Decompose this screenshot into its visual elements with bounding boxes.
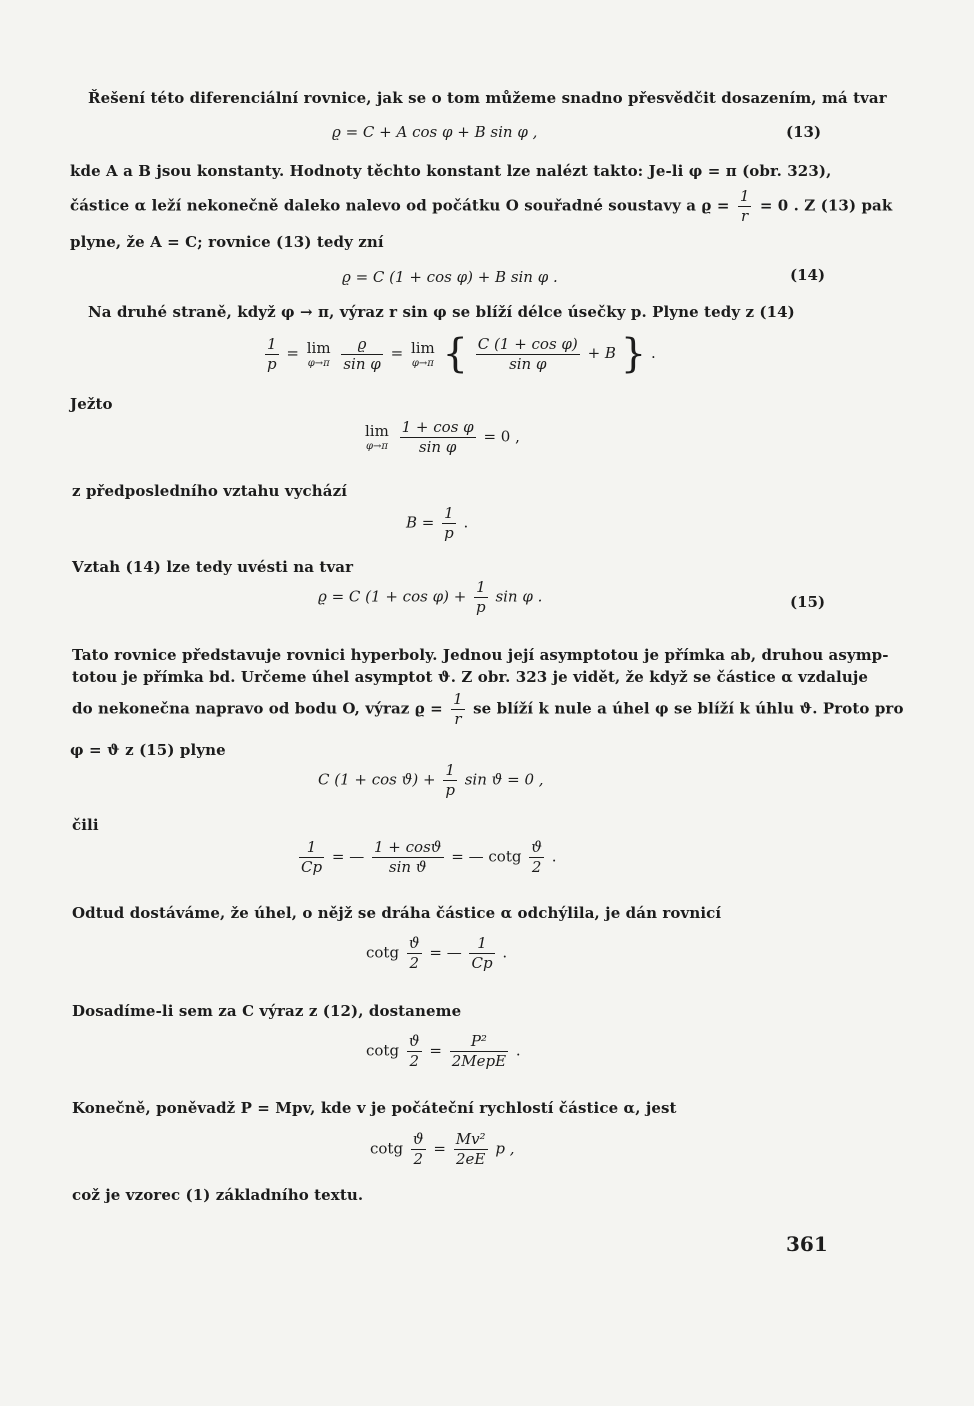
fraction-one-over-cp <box>469 934 494 973</box>
fraction-numerator: 1 <box>265 335 279 355</box>
limit-word: lim <box>410 338 435 357</box>
paragraph-constants: kde A a B jsou konstanty. Hodnoty těchto konstant lze nalézt takto: Je-li φ = π (obr. 323), <box>70 162 832 180</box>
equation-c-theta <box>318 761 544 800</box>
fraction-denominator: sin φ <box>509 354 547 373</box>
paragraph-jezto: Ježto <box>70 395 113 413</box>
equation-rhs: sin ϑ = 0 , <box>464 770 544 789</box>
limit-subscript: φ→π <box>307 357 330 369</box>
fraction-denominator: p <box>267 354 277 373</box>
equation-b <box>406 504 468 543</box>
fraction-c-expression <box>476 335 580 374</box>
fraction-one-over-p <box>442 504 456 543</box>
paragraph-konecne: Konečně, poněvadž P = Mpv, kde v je počáteční rychlostí částice α, jest <box>72 1099 677 1117</box>
fraction-mv-squared <box>454 1130 488 1169</box>
open-brace: { <box>442 331 468 377</box>
fraction-one-over-p <box>443 761 457 800</box>
paragraph-hyperbola-3-tail: se blíží k nule a úhel φ se blíží k úhlu ϑ. Proto pro <box>473 699 904 718</box>
cotg-word: cotg <box>370 1139 404 1158</box>
fraction-denominator: 2 <box>531 858 542 876</box>
equation-cotg-mepe <box>366 1032 521 1071</box>
fraction-denominator: r <box>741 207 749 225</box>
paragraph-vztah-14: Vztah (14) lze tedy uvésti na tvar <box>72 558 354 576</box>
fraction-denominator: 2MepE <box>451 1052 507 1070</box>
fraction-denominator: Cp <box>301 858 323 876</box>
fraction-denominator: sin φ <box>418 438 457 456</box>
equation-end-dot: . <box>515 1041 521 1060</box>
paragraph-particle-left-tail: = 0 . Z (13) pak <box>759 196 893 215</box>
paragraph-hyperbola-3 <box>72 690 904 729</box>
fraction-theta-half <box>407 1032 422 1071</box>
fraction-numerator: 1 + cos φ <box>401 418 474 436</box>
paragraph-hyperbola-3-text: do nekonečna napravo od bodu O, výraz ϱ = <box>72 699 443 718</box>
fraction-numerator: C (1 + cos φ) <box>477 334 578 353</box>
fraction-numerator: P² <box>450 1032 508 1052</box>
fraction-cos-over-sin <box>400 418 476 457</box>
equation-lhs: C (1 + cos ϑ) + <box>318 770 436 789</box>
equation-15-number: (15) <box>790 593 826 611</box>
fraction-denominator: 2 <box>409 1052 419 1070</box>
equation-end-dot: . <box>551 847 557 866</box>
paragraph-other-side: Na druhé straně, když φ → π, výraz r sin φ se blíží délce úsečky p. Plyne tedy z (14) <box>88 303 795 321</box>
fraction-one-over-cp <box>299 838 324 877</box>
fraction-numerator: ϑ <box>412 1130 424 1148</box>
equation-end-dot: . <box>650 344 656 362</box>
fraction-denominator: 2 <box>409 954 419 972</box>
cotg-word: cotg <box>366 1041 400 1060</box>
paragraph-particle-left <box>70 187 892 226</box>
equation-lhs: ϱ = C (1 + cos φ) + <box>318 587 467 606</box>
equation-15 <box>318 578 542 617</box>
equation-tail: p , <box>495 1139 515 1158</box>
equation-rhs: sin φ . <box>495 587 543 606</box>
equals-sign: = <box>429 1041 442 1060</box>
fraction-denominator: sin φ <box>343 354 381 373</box>
fraction-numerator: 1 <box>474 578 488 598</box>
equation-one-over-cp <box>296 838 557 877</box>
fraction-numerator: 1 <box>469 934 494 954</box>
equation-end-dot: . <box>463 513 469 532</box>
limit-operator <box>365 422 389 453</box>
cotg-word: cotg <box>366 943 400 962</box>
fraction-denominator: r <box>454 710 462 728</box>
equation-13-number: (13) <box>786 123 822 141</box>
close-brace: } <box>620 331 647 377</box>
paragraph-dosadime: Dosadíme-li sem za C výraz z (12), dostaneme <box>72 1002 462 1020</box>
paragraph-intro: Řešení této diferenciální rovnice, jak se o tom můžeme snadno přesvědčit dosazením, má tvar <box>88 89 887 107</box>
equation-lhs: B = <box>406 513 435 532</box>
fraction-denominator: 2eE <box>455 1150 486 1168</box>
fraction-one-over-p <box>265 335 279 374</box>
fraction-denominator: Cp <box>471 954 493 972</box>
fraction-p-squared <box>450 1032 508 1071</box>
equals-sign: = <box>433 1139 446 1158</box>
paragraph-particle-left-text: částice α leží nekonečně daleko nalevo od počátku O souřadné soustavy a ϱ = <box>70 196 730 215</box>
equation-rhs: = 0 , <box>483 427 520 446</box>
equation-13: ϱ = C + A cos φ + B sin φ , <box>332 123 538 141</box>
paragraph-phi-theta: φ = ϑ z (15) plyne <box>70 741 226 759</box>
paragraph-predposledni: z předposledního vztahu vychází <box>72 482 347 500</box>
fraction-theta-half <box>411 1130 426 1169</box>
paragraph-conclusion: což je vzorec (1) základního textu. <box>72 1186 364 1204</box>
paragraph-cili: čili <box>72 816 99 834</box>
limit-word: lim <box>306 338 331 357</box>
fraction-theta-half <box>407 934 422 973</box>
fraction-numerator: ϑ <box>408 934 420 952</box>
limit-word: lim <box>365 422 389 440</box>
fraction-theta-half <box>529 838 544 877</box>
fraction-denominator: 2 <box>413 1150 423 1168</box>
fraction-cos-theta-over-sin <box>372 838 444 877</box>
fraction-denominator: p <box>445 781 455 799</box>
equals-minus-cotg: = — cotg <box>451 847 522 866</box>
equation-14: ϱ = C (1 + cos φ) + B sin φ . <box>342 268 558 286</box>
equation-end-dot: . <box>502 943 508 962</box>
paragraph-hyperbola-2: totou je přímka bd. Určeme úhel asymptot ϑ. Z obr. 323 je vidět, že když se částice α vzdaluje <box>72 668 868 686</box>
fraction-numerator: 1 <box>453 690 463 708</box>
limit-operator <box>411 339 435 370</box>
limit-subscript: φ→π <box>365 441 388 452</box>
equation-14-number: (14) <box>790 266 826 284</box>
fraction-numerator: Mv² <box>455 1130 486 1148</box>
fraction-one-over-r <box>738 187 752 226</box>
equals-minus: = — <box>331 847 365 866</box>
fraction-numerator: ϑ <box>531 838 542 856</box>
fraction-denominator: p <box>476 598 486 616</box>
plus-b-term: + B <box>587 344 616 362</box>
fraction-numerator: 1 <box>739 187 750 205</box>
fraction-numerator: ϑ <box>408 1032 420 1050</box>
paragraph-a-equals-c: plyne, že A = C; rovnice (13) tedy zní <box>70 233 384 251</box>
fraction-rho-over-sin <box>341 335 382 374</box>
equals-sign: = <box>286 344 299 362</box>
paragraph-hyperbola-1: Tato rovnice představuje rovnici hyperboly. Jednou její asymptotou je přímka ab, druhou asymp- <box>72 646 889 664</box>
equals-minus: = — <box>429 943 462 962</box>
equation-limit-p <box>262 331 656 377</box>
fraction-numerator: ϱ <box>341 335 382 355</box>
limit-subscript: φ→π <box>411 357 434 369</box>
page-number: 361 <box>786 1232 828 1256</box>
fraction-one-over-p <box>474 578 488 617</box>
limit-operator <box>307 339 331 370</box>
fraction-denominator: sin ϑ <box>388 858 427 876</box>
fraction-numerator: 1 <box>299 838 324 858</box>
equation-cotg-final <box>370 1130 515 1169</box>
fraction-numerator: 1 + cosϑ <box>374 838 442 856</box>
equation-limit-zero <box>362 418 520 457</box>
fraction-denominator: p <box>444 524 454 542</box>
fraction-one-over-r <box>451 690 465 729</box>
fraction-numerator: 1 <box>442 504 456 524</box>
equation-cotg-cp <box>366 934 507 973</box>
fraction-numerator: 1 <box>443 761 457 781</box>
paragraph-odtud: Odtud dostáváme, že úhel, o nějž se dráha částice α odchýlila, je dán rovnicí <box>72 904 722 922</box>
equals-sign: = <box>390 344 404 362</box>
